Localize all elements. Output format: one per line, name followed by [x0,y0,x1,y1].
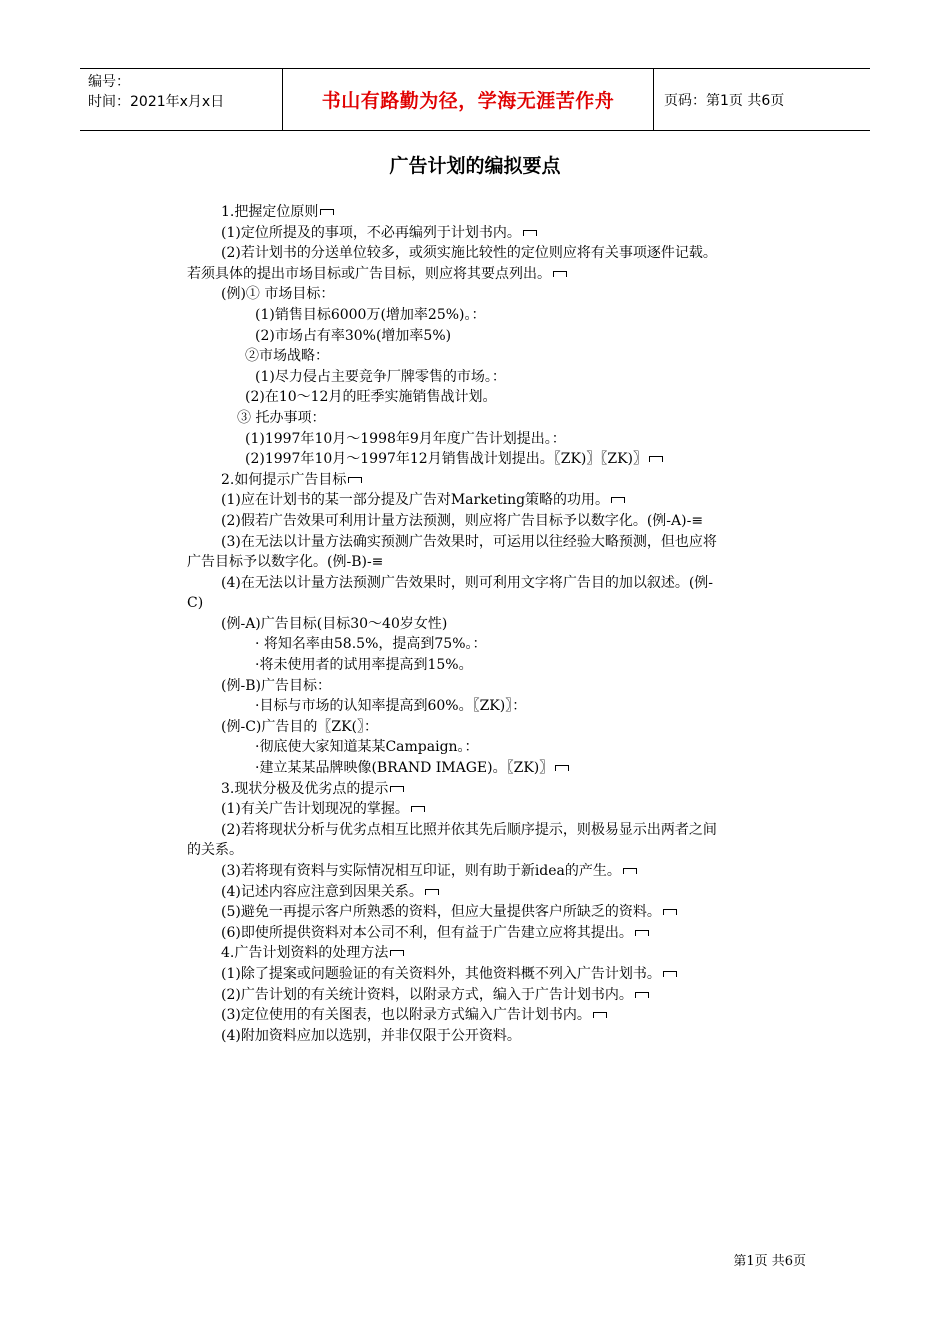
paragraph-line: (1)应在计划书的某一部分提及广告对Marketing策略的功用。 [187,490,812,511]
paragraph-line: (1)除了提案或问题验证的有关资料外，其他资料概不列入广告计划书。 [187,964,812,985]
edit-mark-icon [635,992,649,998]
paragraph-line: (4)在无法以计量方法预测广告效果时，则可利用文字将广告目的加以叙述。(例- [221,574,714,591]
paragraph-line: (4)记述内容应注意到因果关系。 [187,882,812,903]
header-meta [80,69,282,130]
edit-mark-icon [425,889,439,895]
list-item: (2)在10～12月的旺季实施销售战计划。 [245,389,497,406]
list-item: ·将未使用者的试用率提高到15%。 [255,657,473,674]
edit-mark-icon [635,930,649,936]
paragraph-line: 的关系。 [187,842,243,859]
list-item: (2)1997年10月～1997年12月销售战计划提出。〖ZK)〗〖ZK)〗 [187,449,812,470]
paragraph-line: C) [187,595,204,612]
page-header [80,68,870,131]
example-heading: (例-A)广告目标(目标30～40岁女性) [221,615,448,632]
edit-mark-icon [411,806,425,812]
section-heading: 1.把握定位原则 [187,202,812,223]
list-item: ·建立某某品牌映像(BRAND IMAGE)。〖ZK)〗 [187,758,812,779]
paragraph-line: (例)① 市场目标： [221,286,335,303]
paragraph-line: (2)广告计划的有关统计资料，以附录方式，编入于广告计划书内。 [187,985,812,1006]
document-body [187,202,812,1046]
header-motto-cell [282,69,654,130]
section-heading: 2.如何提示广告目标 [187,470,812,491]
paragraph-line: 广告目标予以数字化。(例-B)-≡ [187,554,384,571]
edit-mark-icon [553,271,567,277]
edit-mark-icon [390,786,404,792]
paragraph-line: (2)若将现状分析与优劣点相互比照并依其先后顺序提示，则极易显示出两者之间 [221,821,717,838]
example-heading: (例-C)广告目的〖ZK(〗： [221,718,379,735]
edit-mark-icon [348,477,362,483]
edit-mark-icon [523,230,537,236]
list-item: (1)1997年10月～1998年9月年度广告计划提出。： [245,430,566,447]
paragraph-line: (3)若将现有资料与实际情况相互印证，则有助于新idea的产生。 [187,861,812,882]
document-number-label: 编号： [88,74,130,90]
paragraph-line: (6)即使所提供资料对本公司不利，但有益于广告建立应将其提出。 [187,923,812,944]
list-item: · 将知名率由58.5%，提高到75%。： [255,636,487,653]
section-heading: 3.现状分极及优劣点的提示 [187,779,812,800]
list-item: ·彻底使大家知道某某Campaign。： [255,739,479,756]
edit-mark-icon [663,971,677,977]
edit-mark-icon [555,765,569,771]
paragraph-line: (2)若计划书的分送单位较多，或须实施比较性的定位则应将有关事项逐件记载。 [221,245,717,262]
list-item: (2)市场占有率30%(增加率5%) [255,327,452,344]
paragraph-line: 若须具体的提出市场目标或广告目标，则应将其要点列出。 [187,264,812,285]
edit-mark-icon [390,950,404,956]
paragraph-line: (3)在无法以计量方法确实预测广告效果时，可运用以往经验大略预测，但也应将 [221,533,717,550]
list-item: ·目标与市场的认知率提高到60%。〖ZK)〗： [255,698,527,715]
edit-mark-icon [649,456,663,462]
paragraph-line: (1)有关广告计划现况的掌握。 [187,799,812,820]
list-item: (1)销售目标6000万(增加率25%)。： [255,306,486,323]
header-page-number: 页码：第1页 共6页 [664,92,785,109]
header-motto: 书山有路勤为径，学海无涯苦作舟 [321,90,615,112]
section-heading: 4.广告计划资料的处理方法 [187,943,812,964]
document-title: 广告计划的编拟要点 [389,155,561,177]
page-footer: 第1页 共6页 [733,1254,806,1269]
document-date-label: 时间：2021年x月x日 [88,94,225,110]
example-heading: (例-B)广告目标： [221,677,331,694]
edit-mark-icon [593,1012,607,1018]
paragraph-line: (5)避免一再提示客户所熟悉的资料，但应大量提供客户所缺乏的资料。 [187,902,812,923]
edit-mark-icon [663,909,677,915]
edit-mark-icon [623,868,637,874]
edit-mark-icon [320,209,334,215]
list-item: (1)尽力侵占主要竞争厂牌零售的市场。： [255,368,506,385]
paragraph-line: (4)附加资料应加以选别，并非仅限于公开资料。 [221,1027,521,1044]
list-item: ②市场战略： [245,348,329,365]
paragraph-line: (1)定位所提及的事项，不必再编列于计划书内。 [187,223,812,244]
paragraph-line: (3)定位使用的有关图表，也以附录方式编入广告计划书内。 [187,1005,812,1026]
list-item: ③ 托办事项： [237,409,326,426]
paragraph-line: (2)假若广告效果可利用计量方法预测，则应将广告目标予以数字化。(例-A)-≡ [221,512,704,529]
header-page-cell [654,69,870,130]
edit-mark-icon [611,497,625,503]
